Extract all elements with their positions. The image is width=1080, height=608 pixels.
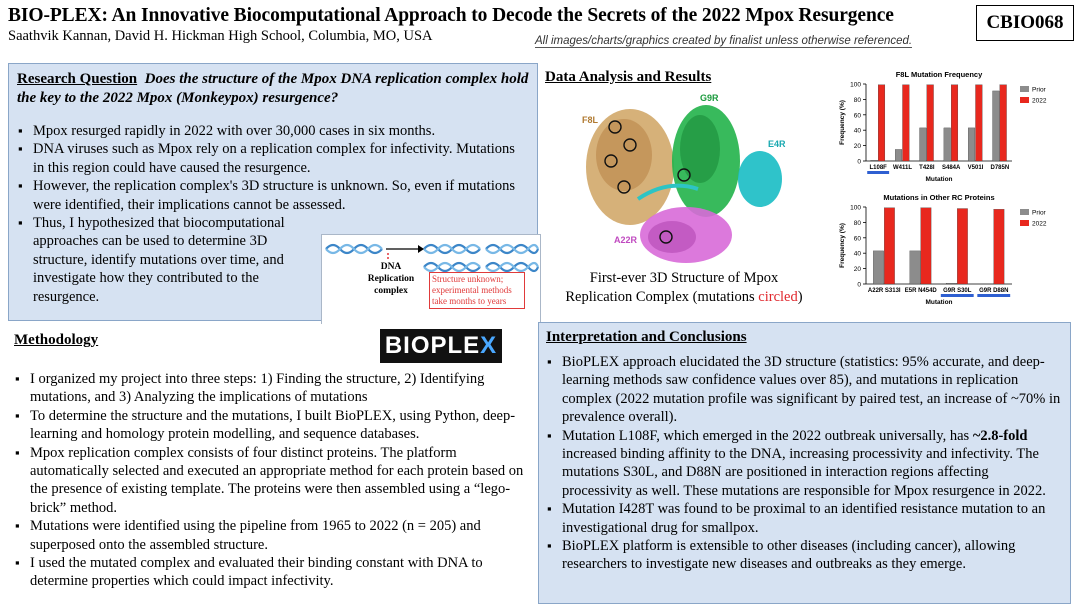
list-item: ▪ DNA viruses such as Mpox rely on a replication complex for infectivity. Mutations in this region could have caused the resurgence.: [17, 140, 529, 177]
x-axis-label: Mutation: [925, 299, 953, 306]
analysis-title: Data Analysis and Results: [545, 69, 712, 85]
y-tick-label: 80: [853, 96, 861, 104]
bar-2022: [878, 85, 885, 161]
b2-post: increased binding affinity to the DNA, increasing processivity and infectivity. The mutations S30L, and D88N are positioned in interaction regions affecting processivity as well. These mutations are responsible for Mpox resurgence in 2022.: [562, 446, 1046, 499]
legend-label: Prior: [1032, 209, 1046, 217]
bar-prior: [910, 251, 920, 284]
protein-label-g9r: G9R: [700, 93, 719, 103]
y-tick-label: 0: [857, 281, 861, 289]
bar-2022: [957, 209, 967, 284]
y-tick-label: 20: [853, 143, 861, 151]
y-axis-label: Frequency (%): [839, 100, 846, 145]
bar-prior: [895, 149, 902, 161]
methodology-panel: [8, 324, 538, 604]
bar-prior: [944, 128, 951, 161]
research-question-text: Does the structure of the Mpox DNA replication complex hold the key to the 2022 Mpox (Monkeypox) resurgence?: [17, 71, 529, 106]
list-item: [546, 427, 1062, 501]
list-item: ▪ BioPLEX approach elucidated the 3D structure (statistics: 95% accurate, and deep-learning methods saw confidence values over 85), and mutations in replication complex (2022 mutation profile was significant by paired test, an increase of ~70% in prevalence overall).: [546, 353, 1062, 427]
bioplex-logo: [380, 329, 502, 363]
highlight-marker: [977, 294, 1010, 297]
x-tick-label: W411L: [892, 165, 913, 171]
list-item: ▪ I organized my project into three steps: 1) Finding the structure, 2) Identifying mutations, and 3) Analyzing the implications of mutations: [14, 370, 528, 407]
project-code-badge: CBIO068: [976, 5, 1074, 41]
list-item: ▪ Mpox resurged rapidly in 2022 with over 30,000 cases in six months.: [17, 122, 529, 140]
x-tick-label: D785N: [990, 165, 1010, 171]
bar-2022: [1000, 85, 1007, 161]
highlight-marker: [941, 294, 974, 297]
bar-2022: [921, 208, 931, 284]
protein-label-a22r: A22R: [614, 235, 638, 245]
y-tick-label: 60: [853, 235, 861, 243]
y-tick-label: 20: [853, 266, 861, 274]
protein-label-e4r: E4R: [768, 139, 786, 149]
list-item: ▪ However, the replication complex's 3D structure is unknown. So, even if mutations were identified, their implications cannot be assessed.: [17, 177, 529, 214]
protein-structure-image: [568, 89, 808, 269]
b2-pre: Mutation L108F, which emerged in the 2022 outbreak universally, has: [562, 427, 973, 444]
y-tick-label: 40: [853, 127, 861, 135]
x-axis-label: Mutation: [925, 176, 953, 183]
structure-unknown-note: Structure unknown; experimental methods take months to years: [429, 272, 525, 309]
methodology-title: Methodology: [14, 332, 99, 348]
y-tick-label: 0: [857, 158, 861, 166]
legend-label: 2022: [1032, 220, 1047, 228]
caption-line-2: [548, 288, 820, 307]
data-analysis-panel: [542, 63, 1072, 319]
methodology-bullets: [14, 370, 528, 591]
x-tick-label: S484A: [941, 165, 961, 171]
list-item: ▪ Thus, I hypothesized that biocomputational approaches can be used to determine 3D structure, identify mutations over time, and investigate how they contributed to the resurgence.: [17, 214, 317, 306]
f8l-frequency-chart: [820, 68, 1070, 190]
protein-label-f8l: F8L: [582, 115, 599, 125]
dna-label: DNA: [380, 262, 402, 272]
poster-authors: Saathvik Kannan, David H. Hickman High School, Columbia, MO, USA: [8, 28, 433, 44]
legend-swatch: [1020, 209, 1029, 215]
x-tick-label: A22R S313I: [867, 288, 901, 294]
y-tick-label: 40: [853, 250, 861, 258]
bar-2022: [951, 85, 958, 161]
list-item: ▪ Mpox replication complex consists of four distinct proteins. The platform automatically selected and executed an appropriate method for each protein based on the presence of existing template. The proteins were then assembled using a “lego-brick” method.: [14, 444, 528, 518]
caption-circled-word: circled: [758, 289, 798, 305]
bar-prior: [993, 91, 1000, 161]
poster-title: BIO-PLEX: An Innovative Biocomputational Approach to Decode the Secrets of the 2022 Mpox Resurgence: [8, 5, 894, 26]
interpretation-panel: [538, 322, 1071, 604]
list-item: ▪ BioPLEX platform is extensible to other diseases (including cancer), allowing researchers to investigate new diseases and outbreaks as they emerge.: [546, 537, 1062, 574]
bar-prior: [873, 251, 883, 284]
list-item: ▪ Mutations were identified using the pipeline from 1965 to 2022 (n = 205) and superposed onto the assembled structure.: [14, 517, 528, 554]
caption-line-1: First-ever 3D Structure of Mpox: [589, 270, 779, 286]
highlight-marker: [867, 171, 889, 174]
x-tick-label: G9R D88N: [979, 288, 1009, 294]
bar-2022: [903, 85, 910, 161]
other-rc-proteins-chart: [820, 191, 1070, 313]
bar-prior: [871, 160, 878, 161]
structure-caption: [548, 269, 820, 307]
logo-text: BIOPLE: [384, 332, 481, 359]
legend-swatch: [1020, 220, 1029, 226]
list-item: ▪ I used the mutated complex and evaluated their binding constant with DNA to determine properties which could impact infectivity.: [14, 554, 528, 591]
complex-label: Replication complex: [367, 274, 415, 296]
caption-line-2-text: Replication Complex (mutations: [565, 289, 759, 305]
bar-2022: [976, 85, 983, 161]
y-tick-label: 80: [853, 219, 861, 227]
list-item: ▪ To determine the structure and the mutations, I built BioPLEX, using Python, deep-learning and homology protein modelling, and sequence databases.: [14, 407, 528, 444]
b2-bold: ~2.8-fold: [972, 427, 1028, 444]
y-tick-label: 60: [853, 112, 861, 120]
bar-2022: [927, 85, 934, 161]
x-tick-label: G9R S30L: [943, 288, 972, 294]
diagram-labels: [366, 261, 416, 297]
legend-swatch: [1020, 86, 1029, 92]
y-axis-label: Frequency (%): [839, 223, 846, 268]
research-question-panel: [8, 63, 538, 321]
y-tick-label: 100: [850, 204, 861, 212]
bar-prior: [946, 283, 956, 284]
interpretation-title: Interpretation and Conclusions: [546, 329, 747, 345]
interpretation-bullets: [546, 353, 1062, 574]
legend-label: Prior: [1032, 86, 1046, 94]
x-tick-label: T428I: [919, 165, 935, 171]
logo-x: X: [480, 332, 498, 359]
chart-title: F8L Mutation Frequency: [895, 70, 983, 79]
image-credit-note: All images/charts/graphics created by finalist unless otherwise referenced.: [535, 35, 913, 47]
bar-2022: [994, 209, 1004, 284]
x-tick-label: E5R N454D: [904, 288, 937, 294]
bar-prior: [968, 128, 975, 161]
x-tick-label: L108F: [869, 165, 887, 171]
chart-title: Mutations in Other RC Proteins: [883, 193, 995, 202]
x-tick-label: V501I: [967, 165, 984, 171]
caption-end: ): [797, 289, 803, 305]
list-item: ▪ Mutation I428T was found to be proximal to an identified resistance mutation to an investigational drug for smallpox.: [546, 500, 1062, 537]
y-tick-label: 100: [850, 81, 861, 89]
research-question-label: Research Question: [17, 71, 138, 87]
bar-prior: [920, 128, 927, 161]
legend-label: 2022: [1032, 97, 1047, 105]
research-question-heading: [17, 70, 532, 108]
bar-2022: [884, 208, 894, 284]
legend-swatch: [1020, 97, 1029, 103]
